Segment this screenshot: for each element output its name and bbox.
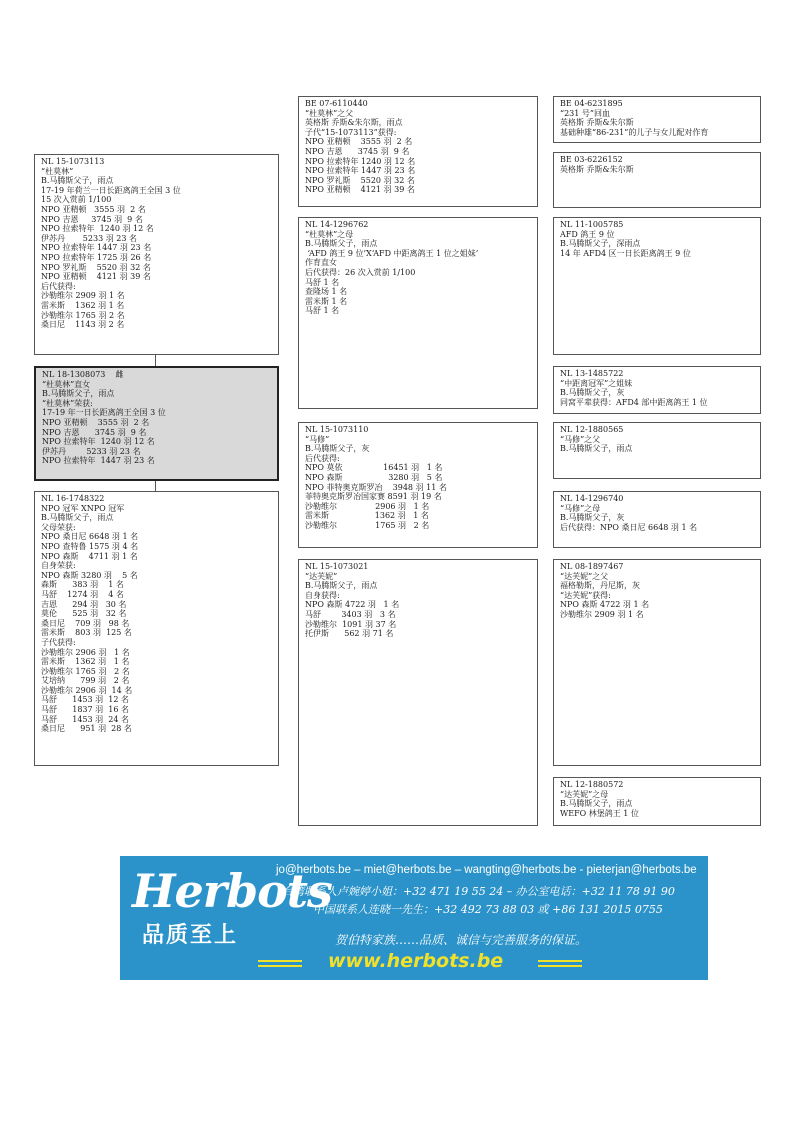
pedigree-line: NPO 吉恩 3745 羽 9 名 bbox=[42, 427, 147, 437]
pedigree-line: NPO 拉索特年 1447 羽 23 名 bbox=[42, 456, 155, 466]
pedigree-line: 后代获得: bbox=[41, 281, 76, 291]
pedigree-line: NPO 森斯 4711 羽 1 名 bbox=[41, 551, 138, 561]
decorative-line-right bbox=[538, 965, 582, 967]
pedigree-line: NPO 桑日尼 6648 羽 1 名 bbox=[41, 532, 139, 542]
decorative-line-left bbox=[258, 965, 302, 967]
pedigree-line: 沙勒维尔 1765 羽 2 名 bbox=[41, 310, 125, 320]
pedigree-line: 17-19 年荷兰一日长距离鸽王全国 3 位 bbox=[41, 185, 181, 195]
pedigree-line: NPO 罗礼斯 5520 羽 32 名 bbox=[41, 262, 151, 272]
pedigree-line: “中距离冠军”之姐妹 bbox=[560, 378, 633, 388]
pedigree-line: 英格斯 乔斯&朱尔斯，雨点 bbox=[305, 118, 403, 128]
pedigree-line: NPO 拉索特年 1725 羽 26 名 bbox=[41, 252, 152, 262]
pedigree-line: 托伊斯 562 羽 71 名 bbox=[305, 629, 394, 639]
ring-number: NL 18-1308073 雌 bbox=[42, 370, 124, 379]
pedigree-line: “马修”之母 bbox=[560, 503, 601, 513]
pedigree-line: 沙勒维尔 1091 羽 37 名 bbox=[305, 619, 397, 629]
pedigree-line: B.马腾斯父子，深雨点 bbox=[560, 239, 641, 249]
pedigree-line: 马舒 1274 羽 4 名 bbox=[41, 589, 124, 599]
herbots-logo: Herbots bbox=[132, 864, 332, 918]
pedigree-line: B.马腾斯父子，雨点 bbox=[305, 239, 378, 249]
pedigree-line: 沙勒维尔 2909 羽 1 名 bbox=[560, 609, 644, 619]
sire-sire-card bbox=[298, 96, 538, 207]
pedigree-line: 子代获得: bbox=[41, 637, 76, 647]
pedigree-line: ‘AFD 鸽王 9 位’X‘AFD 中距离鸽王 1 位之姐妹’ bbox=[305, 248, 479, 258]
pedigree-line: NPO 拉索特年 1240 羽 12 名 bbox=[42, 437, 155, 447]
slogan: 品质至上 bbox=[142, 922, 239, 948]
pedigree-line: 伊苏丹 5233 羽 23 名 bbox=[42, 446, 141, 456]
pedigree-line: 英格斯 乔斯&朱尔斯 bbox=[560, 164, 634, 174]
pedigree-line: “杜莫林” bbox=[41, 166, 74, 176]
ring-number: BE 04-6231895 bbox=[560, 99, 623, 108]
pedigree-line: 雷米斯 1362 羽 1 名 bbox=[41, 657, 130, 667]
pedigree-line: 子代“15-1073113”获得: bbox=[305, 127, 397, 137]
ss-sire-card bbox=[553, 96, 761, 143]
ring-number: NL 12-1880572 bbox=[560, 780, 624, 789]
pedigree-line: 马舒 1 名 bbox=[305, 306, 340, 316]
pedigree-line: B.马腾斯父子，雨点 bbox=[42, 389, 115, 399]
pedigree-line: 桑日尼 1143 羽 2 名 bbox=[41, 320, 125, 330]
ring-number: NL 16-1748322 bbox=[41, 494, 105, 503]
pedigree-line: NPO 冠军 XNPO 冠军 bbox=[41, 503, 125, 513]
pedigree-line: “达芙妮”之父 bbox=[560, 571, 609, 581]
pedigree-line: NPO 罗礼斯 5520 羽 32 名 bbox=[305, 175, 415, 185]
pedigree-line: “达芙妮” bbox=[305, 571, 338, 581]
pedigree-line: NPO 拉索特年 1447 羽 23 名 bbox=[305, 166, 416, 176]
pedigree-line: 沙勒维尔 2909 羽 1 名 bbox=[41, 291, 125, 301]
pedigree-line: NPO 莫依 16451 羽 1 名 bbox=[305, 463, 443, 473]
pedigree-line: NPO 吉恩 3745 羽 9 名 bbox=[305, 146, 410, 156]
pedigree-line: 森斯 383 羽 1 名 bbox=[41, 580, 124, 590]
ds-dam-card bbox=[553, 491, 761, 548]
sd-dam-card bbox=[553, 366, 761, 414]
pedigree-line: NPO 亚精顿 3555 羽 2 名 bbox=[42, 417, 150, 427]
taiwan-contact: 台湾联系人卢婉婷小姐：+32 471 19 55 24 – 办公室电话：+32 11 78 91 90 bbox=[282, 885, 675, 898]
pedigree-line: “杜莫林”之母 bbox=[305, 229, 354, 239]
ring-number: NL 15-1073021 bbox=[305, 562, 369, 571]
pedigree-line: 沙勒维尔 1765 羽 2 名 bbox=[305, 520, 430, 530]
pedigree-line: “杜莫林”之父 bbox=[305, 108, 354, 118]
pedigree-line: B.马腾斯父子，雨点 bbox=[560, 799, 633, 809]
pedigree-line: 马舒 1453 羽 12 名 bbox=[41, 695, 129, 705]
pedigree-line: B.马腾斯父子，雨点 bbox=[560, 444, 633, 454]
ring-number: NL 11-1005785 bbox=[560, 220, 624, 229]
pedigree-line: NPO 亚精顿 3555 羽 2 名 bbox=[41, 204, 146, 214]
pedigree-line: “达芙妮”之母 bbox=[560, 789, 609, 799]
herbots-banner bbox=[120, 856, 708, 980]
pedigree-line: NPO 拉索特年 1240 羽 12 名 bbox=[305, 156, 416, 166]
pedigree-line: 福格勒斯，丹尼斯，灰 bbox=[560, 581, 640, 591]
pedigree-line: NPO 森斯 3280 羽 5 名 bbox=[41, 570, 138, 580]
pedigree-line: 马舒 3403 羽 3 名 bbox=[305, 609, 396, 619]
pedigree-line: B.马腾斯父子，灰 bbox=[560, 513, 625, 523]
pedigree-line: 雷米斯 803 羽 125 名 bbox=[41, 628, 132, 638]
pedigree-line: “马修” bbox=[305, 434, 330, 444]
pedigree-line: 17-19 年一日长距离鸽王全国 3 位 bbox=[42, 408, 166, 418]
pedigree-line: NPO 森斯 3280 羽 5 名 bbox=[305, 472, 443, 482]
ds-sire-card bbox=[553, 422, 761, 479]
pedigree-line: NPO 吉恩 3745 羽 9 名 bbox=[41, 214, 143, 224]
pedigree-line: 后代获得：NPO 桑日尼 6648 羽 1 名 bbox=[560, 522, 698, 532]
pedigree-line: 沙勒维尔 2906 羽 14 名 bbox=[41, 685, 133, 695]
pedigree-line: 沙勒维尔 2906 羽 1 名 bbox=[305, 501, 430, 511]
pedigree-line: “231 号”回血 bbox=[560, 108, 610, 118]
ring-number: NL 12-1880565 bbox=[560, 425, 624, 434]
pedigree-line: 雷米斯 1 名 bbox=[305, 296, 348, 306]
website-link[interactable]: www.herbots.be bbox=[328, 950, 504, 972]
pedigree-line: 查隆场 1 名 bbox=[305, 287, 348, 297]
subject-card bbox=[34, 366, 279, 481]
pedigree-line: “达芙妮”获得: bbox=[560, 590, 611, 600]
dam-sire-card bbox=[298, 422, 538, 548]
connector-line bbox=[155, 354, 156, 366]
dd-dam-card bbox=[553, 777, 761, 826]
pedigree-line: 莫伦 525 羽 32 名 bbox=[41, 609, 127, 619]
pedigree-line: 自身荣获: bbox=[41, 561, 76, 571]
china-contact: 中国联系人连晓一先生：+32 492 73 88 03 或 +86 131 2015 0755 bbox=[313, 903, 663, 916]
pedigree-line: “马修”之父 bbox=[560, 434, 601, 444]
pedigree-line: 伊苏丹 5233 羽 23 名 bbox=[41, 233, 137, 243]
pedigree-line: 后代获得：26 次入赏前 1/100 bbox=[305, 267, 416, 277]
pedigree-line: 15 次入赏前 1/100 bbox=[41, 195, 112, 205]
pedigree-line: NPO 查特鲁 1575 羽 4 名 bbox=[41, 541, 139, 551]
pedigree-line: NPO 森斯 4722 羽 1 名 bbox=[305, 600, 400, 610]
pedigree-line: NPO 亚精顿 3555 羽 2 名 bbox=[305, 137, 413, 147]
pedigree-line: 吉恩 294 羽 30 名 bbox=[41, 599, 127, 609]
pedigree-line: 雷米斯 1362 羽 1 名 bbox=[305, 511, 429, 521]
pedigree-line: NPO 拉索特年 1240 羽 12 名 bbox=[41, 224, 154, 234]
pedigree-line: B.马腾斯父子，灰 bbox=[305, 444, 370, 454]
pedigree-line: WEFO 林堡鸽王 1 位 bbox=[560, 808, 639, 818]
pedigree-line: B.马腾斯父子，灰 bbox=[560, 388, 625, 398]
pedigree-line: AFD 鸽王 9 位 bbox=[560, 229, 615, 239]
pedigree-line: 马舒 1 名 bbox=[305, 277, 340, 287]
ring-number: BE 03-6226152 bbox=[560, 155, 623, 164]
ring-number: NL 08-1897467 bbox=[560, 562, 624, 571]
ring-number: BE 07-6110440 bbox=[305, 99, 368, 108]
pedigree-line: 英格斯 乔斯&朱尔斯 bbox=[560, 118, 634, 128]
pedigree-line: 自身获得: bbox=[305, 590, 340, 600]
ring-number: NL 15-1073113 bbox=[41, 157, 105, 166]
pedigree-line: 同窝平辈获得：AFD4 部中距离鸽王 1 位 bbox=[560, 397, 708, 407]
sd-sire-card bbox=[553, 217, 761, 355]
ring-number: NL 15-1073110 bbox=[305, 425, 369, 434]
decorative-line-left bbox=[258, 960, 302, 962]
pedigree-line: 沙勒维尔 1765 羽 2 名 bbox=[41, 666, 130, 676]
pedigree-line: 基础种雄“86-231”的儿子与女儿配对作育 bbox=[560, 127, 709, 137]
pedigree-line: 雷米斯 1362 羽 1 名 bbox=[41, 300, 125, 310]
sire-card bbox=[34, 154, 279, 355]
pedigree-line: B.马腾斯父子，雨点 bbox=[41, 176, 114, 186]
pedigree-line: 沙勒维尔 2906 羽 1 名 bbox=[41, 647, 130, 657]
ring-number: NL 14-1296762 bbox=[305, 220, 369, 229]
pedigree-line: 马舒 1453 羽 24 名 bbox=[41, 714, 129, 724]
ring-number: NL 13-1485722 bbox=[560, 369, 624, 378]
pedigree-line: 艾培纳 799 羽 2 名 bbox=[41, 676, 130, 686]
pedigree-line: 菲特奥克斯罗冶国家赛 8591 羽 19 名 bbox=[305, 492, 442, 502]
ss-dam-card bbox=[553, 152, 761, 208]
pedigree-line: 作育直女 bbox=[305, 258, 337, 268]
pedigree-line: 后代获得: bbox=[305, 453, 340, 463]
pedigree-line: B.马腾斯父子，雨点 bbox=[41, 513, 114, 523]
decorative-line-right bbox=[538, 960, 582, 962]
dd-sire-card bbox=[553, 559, 761, 766]
email-contacts[interactable]: jo@herbots.be – miet@herbots.be – wangting@herbots.be - pieterjan@herbots.be bbox=[276, 864, 697, 876]
pedigree-line: NPO 菲特奥克斯罗冶 3948 羽 11 名 bbox=[305, 482, 447, 492]
pedigree-line: NPO 亚精顿 4121 羽 39 名 bbox=[41, 272, 151, 282]
pedigree-line: 桑日尼 951 羽 28 名 bbox=[41, 724, 132, 734]
ring-number: NL 14-1296740 bbox=[560, 494, 624, 503]
pedigree-line: NPO 拉索特年 1447 羽 23 名 bbox=[41, 243, 152, 253]
pedigree-line: NPO 森斯 4722 羽 1 名 bbox=[560, 600, 650, 610]
sire-dam-card bbox=[298, 217, 538, 409]
pedigree-line: “杜莫林”直女 bbox=[42, 379, 91, 389]
pedigree-line: NPO 亚精顿 4121 羽 39 名 bbox=[305, 185, 415, 195]
dam-dam-card bbox=[298, 559, 538, 826]
connector-line bbox=[155, 481, 156, 491]
pedigree-line: B.马腾斯父子，雨点 bbox=[305, 581, 378, 591]
pedigree-line: 14 年 AFD4 区一日长距离鸽王 9 位 bbox=[560, 248, 691, 258]
pedigree-line: 马舒 1837 羽 16 名 bbox=[41, 705, 129, 715]
pedigree-line: 父母荣获: bbox=[41, 522, 76, 532]
pedigree-line: “杜莫林”荣获: bbox=[42, 398, 93, 408]
pedigree-line: 桑日尼 709 羽 98 名 bbox=[41, 618, 130, 628]
tagline: 贺伯特家族……品质、诚信与完善服务的保证。 bbox=[335, 933, 588, 947]
dam-card bbox=[34, 491, 279, 766]
